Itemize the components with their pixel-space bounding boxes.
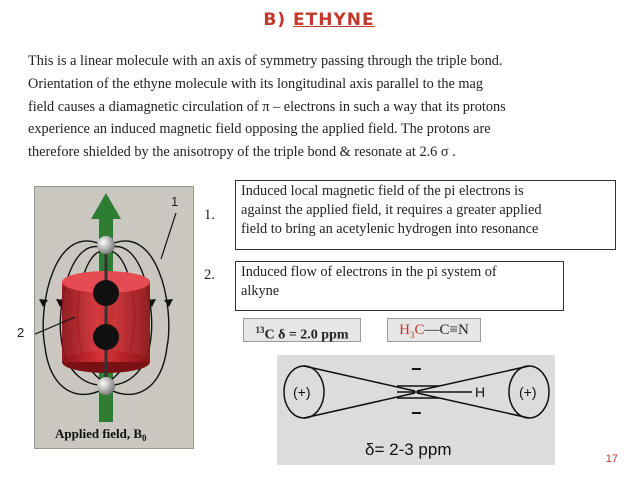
figure-label-2: 2 — [17, 325, 25, 340]
hydrogen-atom-bottom — [97, 377, 115, 395]
point-2-number: 2. — [204, 267, 215, 283]
minus-bottom: − — [411, 403, 422, 423]
shift-label: δ= 2-3 ppm — [365, 440, 452, 459]
point-1-box — [235, 180, 616, 250]
title-main: ETHYNE — [293, 10, 375, 30]
h-label: H — [475, 384, 486, 400]
plus-left: (+) — [293, 384, 311, 400]
paragraph-line: Orientation of the ethyne molecule with its longitudinal axis parallel to the mag — [28, 75, 484, 92]
applied-field-arrowhead — [91, 193, 121, 219]
page-title — [0, 10, 638, 30]
point-1-line: field to bring an acetylenic hydrogen into resonance — [241, 221, 539, 237]
paragraph-line: therefore shielded by the anisotropy of the triple bond & resonate at 2.6 σ . — [28, 144, 456, 161]
acetonitrile-formula: $H_3C—C\equiv N$ — [387, 318, 481, 342]
point-2-line: Induced flow of electrons in the pi system of — [241, 264, 497, 280]
paragraph-line: experience an induced magnetic field opposing the applied field. The protons are — [28, 121, 491, 138]
ethyne-field-figure — [34, 186, 194, 449]
figure-label-1: 1 — [171, 194, 179, 209]
hydrogen-atom-top — [97, 236, 115, 254]
paragraph-line: This is a linear molecule with an axis of symmetry passing through the triple bond. — [28, 53, 503, 69]
point-1-line: Induced local magnetic field of the pi electrons is — [241, 183, 524, 199]
carbon-atom-top — [93, 280, 119, 306]
title-prefix: B) — [263, 10, 287, 30]
minus-top: − — [411, 359, 422, 379]
anisotropy-cone-diagram — [277, 355, 555, 465]
intro-paragraph — [28, 50, 618, 164]
plus-right: (+) — [519, 384, 537, 400]
label-1-leader — [161, 213, 176, 259]
point-1-line: against the applied field, it requires a greater applied — [241, 202, 542, 218]
page-number: 17 — [605, 453, 618, 465]
point-2-line: alkyne — [241, 283, 280, 299]
point-2-box — [235, 261, 564, 311]
figure-caption: Applied field, $B_0$ — [55, 426, 147, 443]
point-1-number: 1. — [204, 207, 215, 223]
paragraph-line: field causes a diamagnetic circulation of π – electrons in such a way that its protons — [28, 98, 506, 115]
carbon-atom-bottom — [93, 324, 119, 350]
c13-shift-box: $^{13}$C δ = 2.0 ppm — [243, 318, 361, 342]
ethyne-field-diagram — [35, 187, 193, 448]
